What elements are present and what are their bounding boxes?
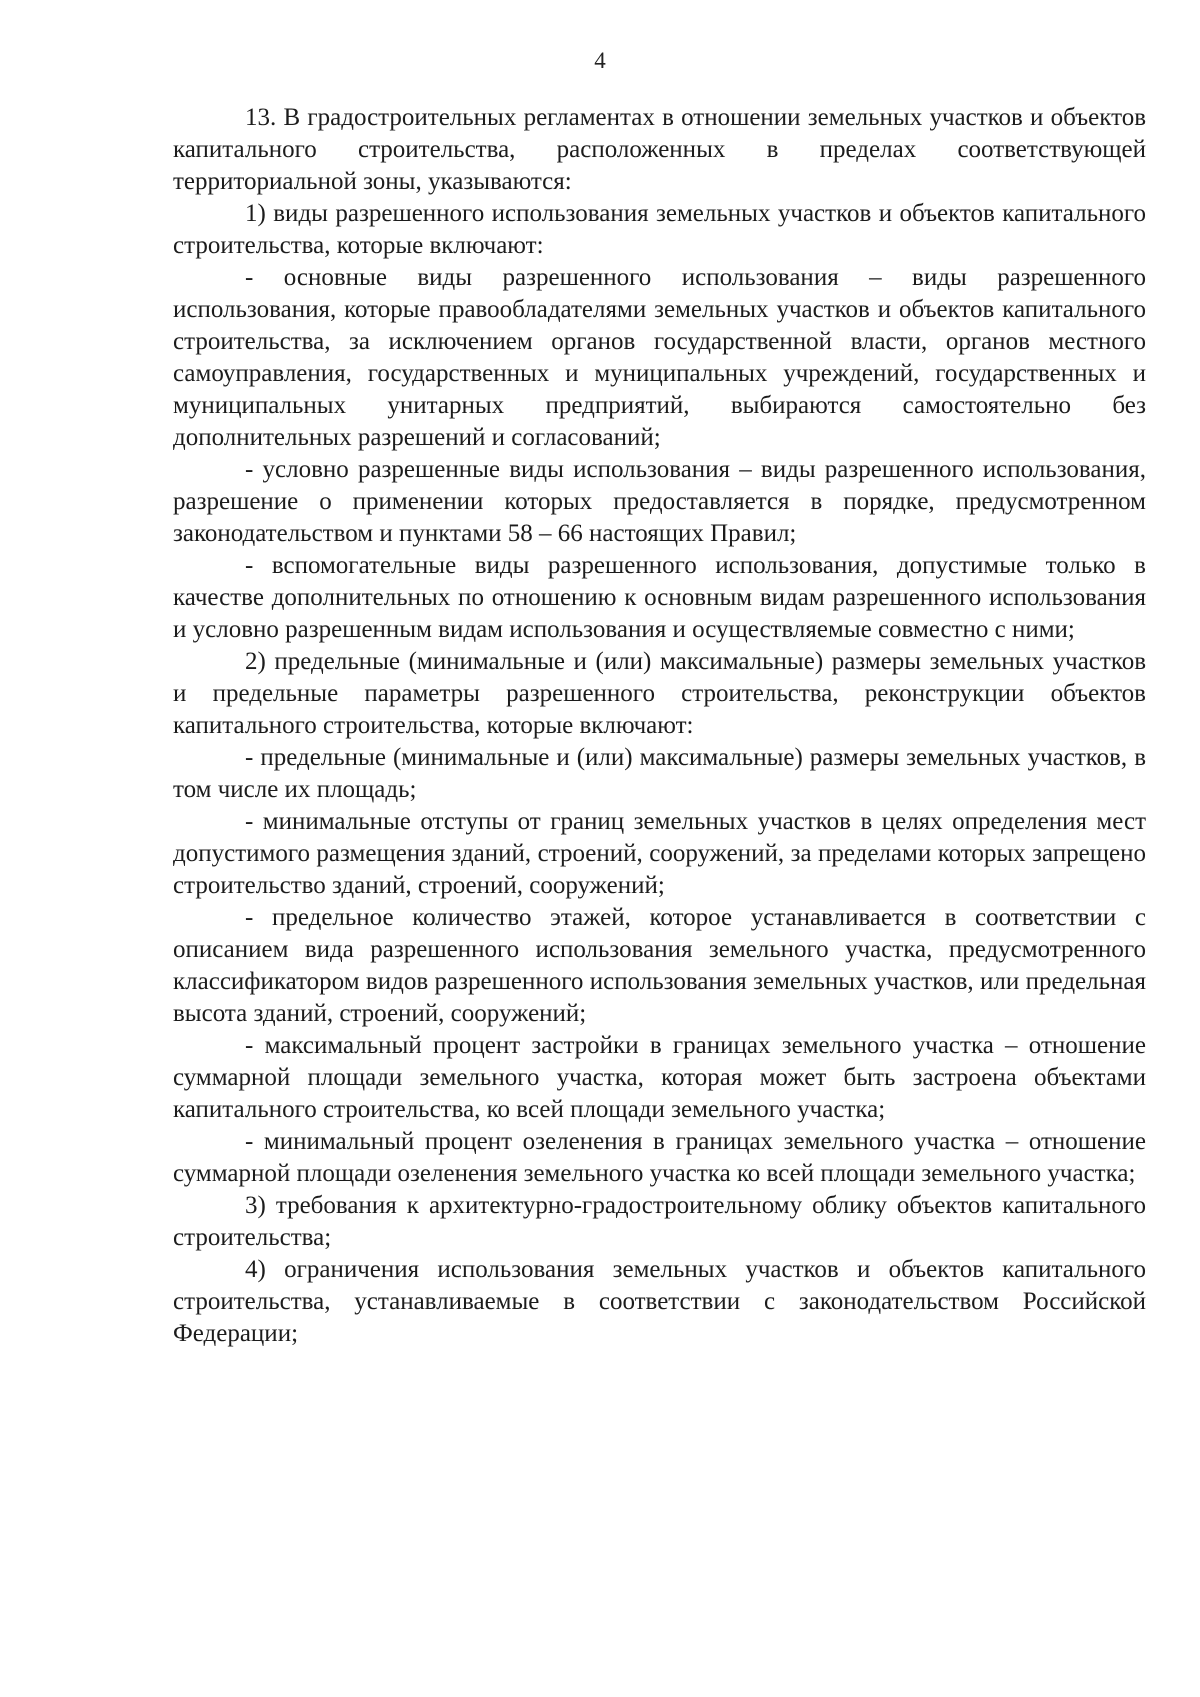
paragraph-floors: - предельное количество этажей, которое устанавливается в соответствии с описанием вида разрешенного использования земельного участка, предусмотренного классификатором видов разрешенного использования земельных участков, или предельная высота зданий, строений, сооружений; <box>173 904 1146 1027</box>
paragraph-auxiliary-uses: - вспомогательные виды разрешенного использования, допустимые только в качестве дополнительных по отношению к основным видам разрешенного использования и условно разрешенным видам использования и осуществляемые совместно с ними; <box>173 552 1146 643</box>
paragraph-min-greening: - минимальный процент озеленения в границах земельного участка – отношение суммарной площади озеленения земельного участка ко всей площади земельного участка; <box>173 1128 1146 1187</box>
paragraph-conditional-uses: - условно разрешенные виды использования – виды разрешенного использования, разрешение о применении которых предоставляется в порядке, предусмотренном законодательством и пунктами 58 – 66 настоящих Правил; <box>173 456 1146 547</box>
paragraph-item-4: 4) ограничения использования земельных участков и объектов капитального строительства, устанавливаемые в соответствии с законодательством Российской Федерации; <box>173 1256 1146 1347</box>
paragraph-item-2: 2) предельные (минимальные и (или) максимальные) размеры земельных участков и предельные параметры разрешенного строительства, реконструкции объектов капитального строительства, которые включают: <box>173 648 1146 739</box>
paragraph-main-uses: - основные виды разрешенного использования – виды разрешенного использования, которые правообладателями земельных участков и объектов капитального строительства, за исключением органов государственной власти, органов местного самоуправления, государственных и муниципальных учреждений, государственных и муниципальных унитарных предприятий, выбираются самостоятельно без дополнительных разрешений и согласований; <box>173 264 1146 451</box>
page-number: 4 <box>594 48 606 73</box>
document-body <box>173 102 1146 1350</box>
paragraph-13-intro: 13. В градостроительных регламентах в отношении земельных участков и объектов капитального строительства, расположенных в пределах соответствующей территориальной зоны, указываются: <box>173 104 1146 195</box>
paragraph-plot-sizes: - предельные (минимальные и (или) максимальные) размеры земельных участков, в том числе их площадь; <box>173 744 1146 803</box>
paragraph-setbacks: - минимальные отступы от границ земельных участков в целях определения мест допустимого размещения зданий, строений, сооружений, за пределами которых запрещено строительство зданий, строений, сооружений; <box>173 808 1146 899</box>
paragraph-item-3: 3) требования к архитектурно-градостроительному облику объектов капитального строительства; <box>173 1192 1146 1251</box>
paragraph-item-1: 1) виды разрешенного использования земельных участков и объектов капитального строительства, которые включают: <box>173 200 1146 259</box>
paragraph-max-coverage: - максимальный процент застройки в границах земельного участка – отношение суммарной площади земельного участка, которая может быть застроена объектами капитального строительства, ко всей площади земельного участка; <box>173 1032 1146 1123</box>
